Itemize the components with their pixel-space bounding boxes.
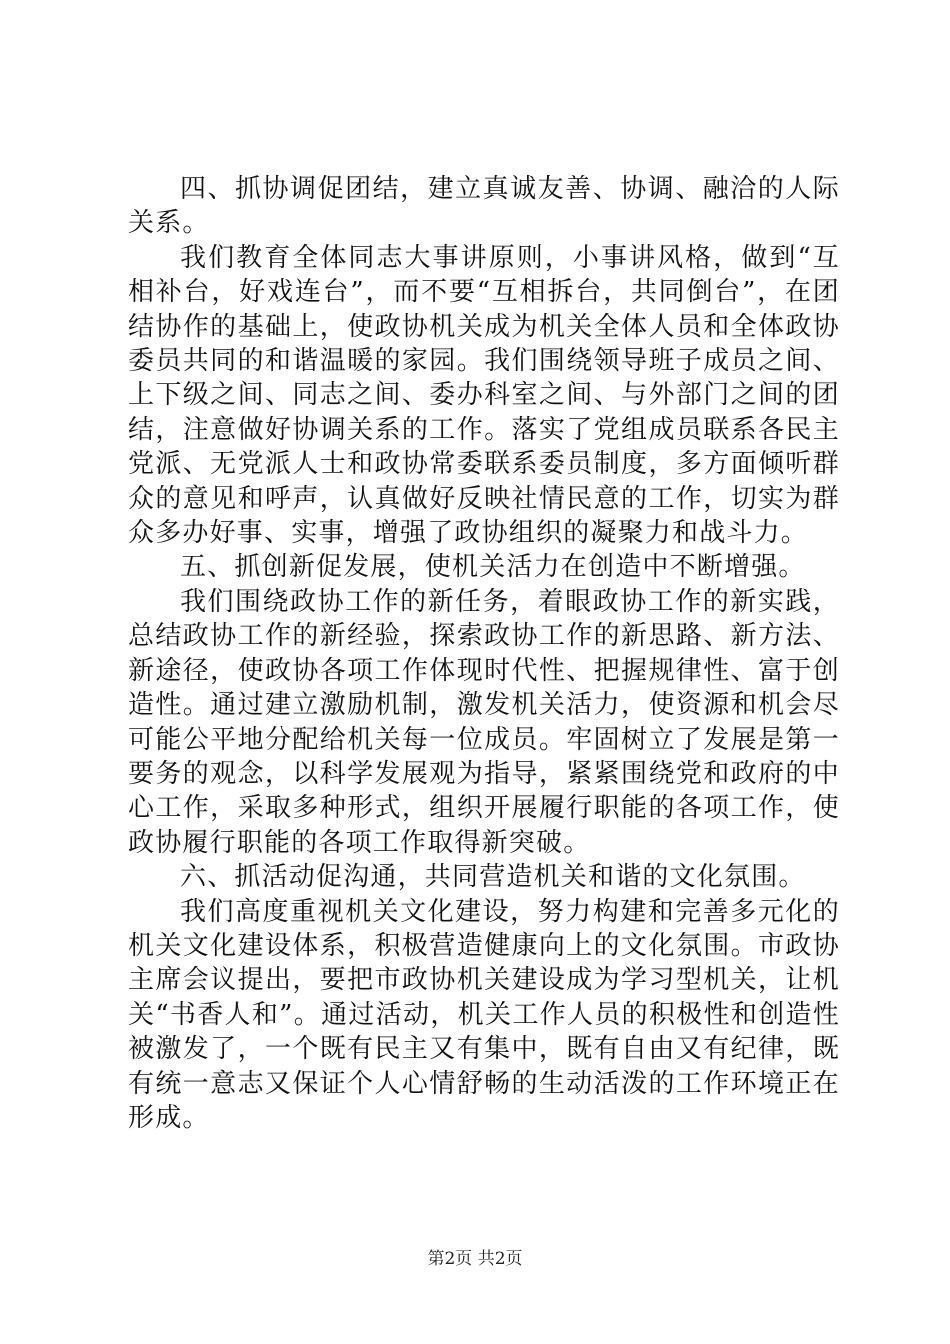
paragraph-unity: 我们教育全体同志大事讲原则，小事讲风格，做到“互相补台，好戏连台”，而不要“互相拆台，共同倒台”，在团结协作的基础上，使政协机关成为机关全体人员和全体政协委员共同的和谐温暖的家园。我们围绕领导班子成员之间、上下级之间、同志之间、委办科室之间、与外部门之间的团结，注意做好协调关系的工作。落实了党组成员联系各民主党派、无党派人士和政协常委联系委员制度，多方面倾听群众的意见和呼声，认真做好反映社情民意的工作，切实为群众多办好事、实事，增强了政协组织的凝聚力和战斗力。	[128, 242, 840, 549]
section-heading-six: 六、抓活动促沟通，共同营造机关和谐的文化氛围。	[180, 862, 806, 893]
paragraph-innovation: 我们围绕政协工作的新任务，着眼政协工作的新实践，总结政协工作的新经验，探索政协工作的新思路、新方法、新途径，使政协各项工作体现时代性、把握规律性、富于创造性。通过建立激励机制，激发机关活力，使资源和机会尽可能公平地分配给机关每一位成员。牢固树立了发展是第一要务的观念，以科学发展观为指导，紧紧围绕党和政府的中心工作，采取多种形式，组织开展履行职能的各项工作，使政协履行职能的各项工作取得新突破。	[128, 586, 840, 858]
document-body	[128, 172, 840, 1135]
section-heading-four: 四、抓协调促团结，建立真诚友善、协调、融洽的人际关系。	[128, 174, 840, 239]
page-number-footer: 第2页 共2页	[427, 1249, 523, 1269]
paragraph-culture: 我们高度重视机关文化建设，努力构建和完善多元化的机关文化建设体系，积极营造健康向上的文化氛围。市政协主席会议提出，要把市政协机关建设成为学习型机关，让机关“书香人和”。通过活动，机关工作人员的积极性和创造性被激发了，一个既有民主又有集中，既有自由又有纪律，既有统一意志又保证个人心情舒畅的生动活泼的工作环境正在形成。	[128, 896, 840, 1133]
section-heading-five: 五、抓创新促发展，使机关活力在创造中不断增强。	[180, 552, 806, 583]
